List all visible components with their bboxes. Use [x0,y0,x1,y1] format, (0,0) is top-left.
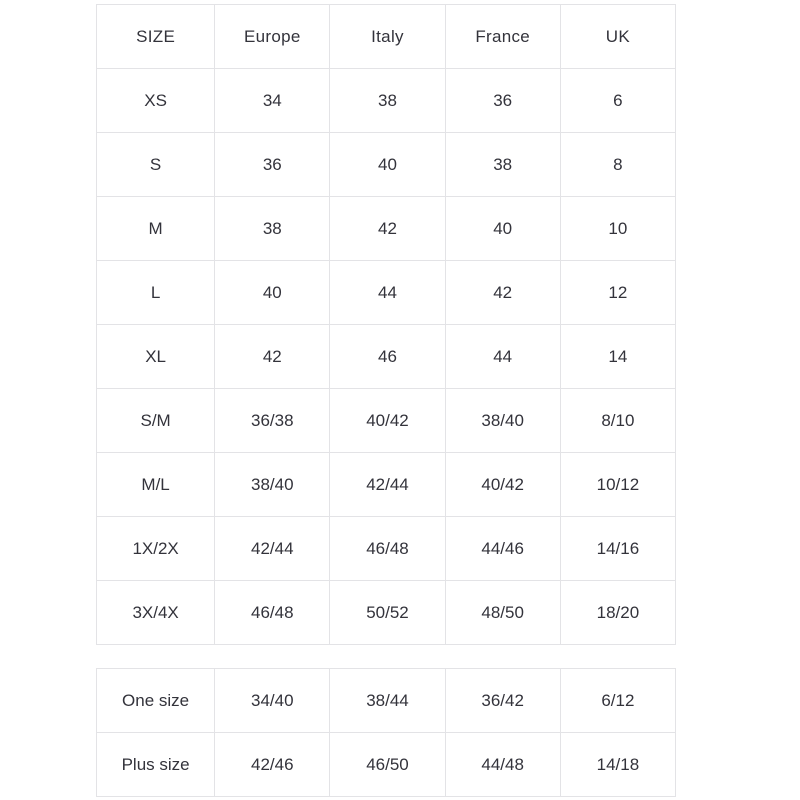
table-row [97,261,676,325]
cell-france: 36 [445,69,560,133]
cell-uk: 18/20 [560,581,675,645]
table-body [97,69,676,645]
table-row [97,733,676,797]
row-label: XL [97,325,215,389]
cell-france: 48/50 [445,581,560,645]
row-label: 1X/2X [97,517,215,581]
table-row [97,197,676,261]
cell-uk: 12 [560,261,675,325]
cell-europe: 42 [215,325,330,389]
table-row [97,453,676,517]
cell-italy: 46/48 [330,517,445,581]
cell-uk: 10 [560,197,675,261]
cell-europe: 34/40 [215,669,330,733]
row-label: L [97,261,215,325]
cell-italy: 40/42 [330,389,445,453]
cell-europe: 38/40 [215,453,330,517]
secondary-size-table [96,668,676,797]
table-row [97,325,676,389]
row-label: S [97,133,215,197]
cell-europe: 46/48 [215,581,330,645]
cell-uk: 10/12 [560,453,675,517]
cell-italy: 42/44 [330,453,445,517]
cell-france: 38/40 [445,389,560,453]
table-row [97,69,676,133]
row-label: 3X/4X [97,581,215,645]
cell-europe: 34 [215,69,330,133]
cell-europe: 42/46 [215,733,330,797]
cell-europe: 36/38 [215,389,330,453]
cell-france: 40 [445,197,560,261]
table-body [97,669,676,797]
cell-uk: 6 [560,69,675,133]
cell-france: 44/46 [445,517,560,581]
cell-italy: 38 [330,69,445,133]
table-row [97,133,676,197]
cell-italy: 46/50 [330,733,445,797]
cell-italy: 38/44 [330,669,445,733]
main-size-table-container [96,4,676,645]
cell-france: 44/48 [445,733,560,797]
cell-europe: 40 [215,261,330,325]
cell-france: 40/42 [445,453,560,517]
table-row [97,581,676,645]
cell-uk: 6/12 [560,669,675,733]
cell-italy: 46 [330,325,445,389]
cell-italy: 40 [330,133,445,197]
cell-uk: 14/16 [560,517,675,581]
row-label: XS [97,69,215,133]
column-header-europe: Europe [215,5,330,69]
cell-france: 36/42 [445,669,560,733]
column-header-size: SIZE [97,5,215,69]
main-size-table [96,4,676,645]
row-label: M [97,197,215,261]
table-header-row [97,5,676,69]
secondary-size-table-container [96,668,676,797]
table-row [97,389,676,453]
table-row [97,669,676,733]
row-label: M/L [97,453,215,517]
cell-europe: 38 [215,197,330,261]
cell-italy: 50/52 [330,581,445,645]
row-label-one-size: One size [97,669,215,733]
cell-france: 44 [445,325,560,389]
cell-europe: 36 [215,133,330,197]
cell-europe: 42/44 [215,517,330,581]
cell-uk: 8/10 [560,389,675,453]
table-row [97,517,676,581]
cell-france: 38 [445,133,560,197]
column-header-uk: UK [560,5,675,69]
cell-italy: 42 [330,197,445,261]
row-label-plus-size: Plus size [97,733,215,797]
cell-italy: 44 [330,261,445,325]
cell-uk: 14/18 [560,733,675,797]
column-header-france: France [445,5,560,69]
cell-uk: 14 [560,325,675,389]
table-header [97,5,676,69]
column-header-italy: Italy [330,5,445,69]
row-label: S/M [97,389,215,453]
cell-france: 42 [445,261,560,325]
cell-uk: 8 [560,133,675,197]
